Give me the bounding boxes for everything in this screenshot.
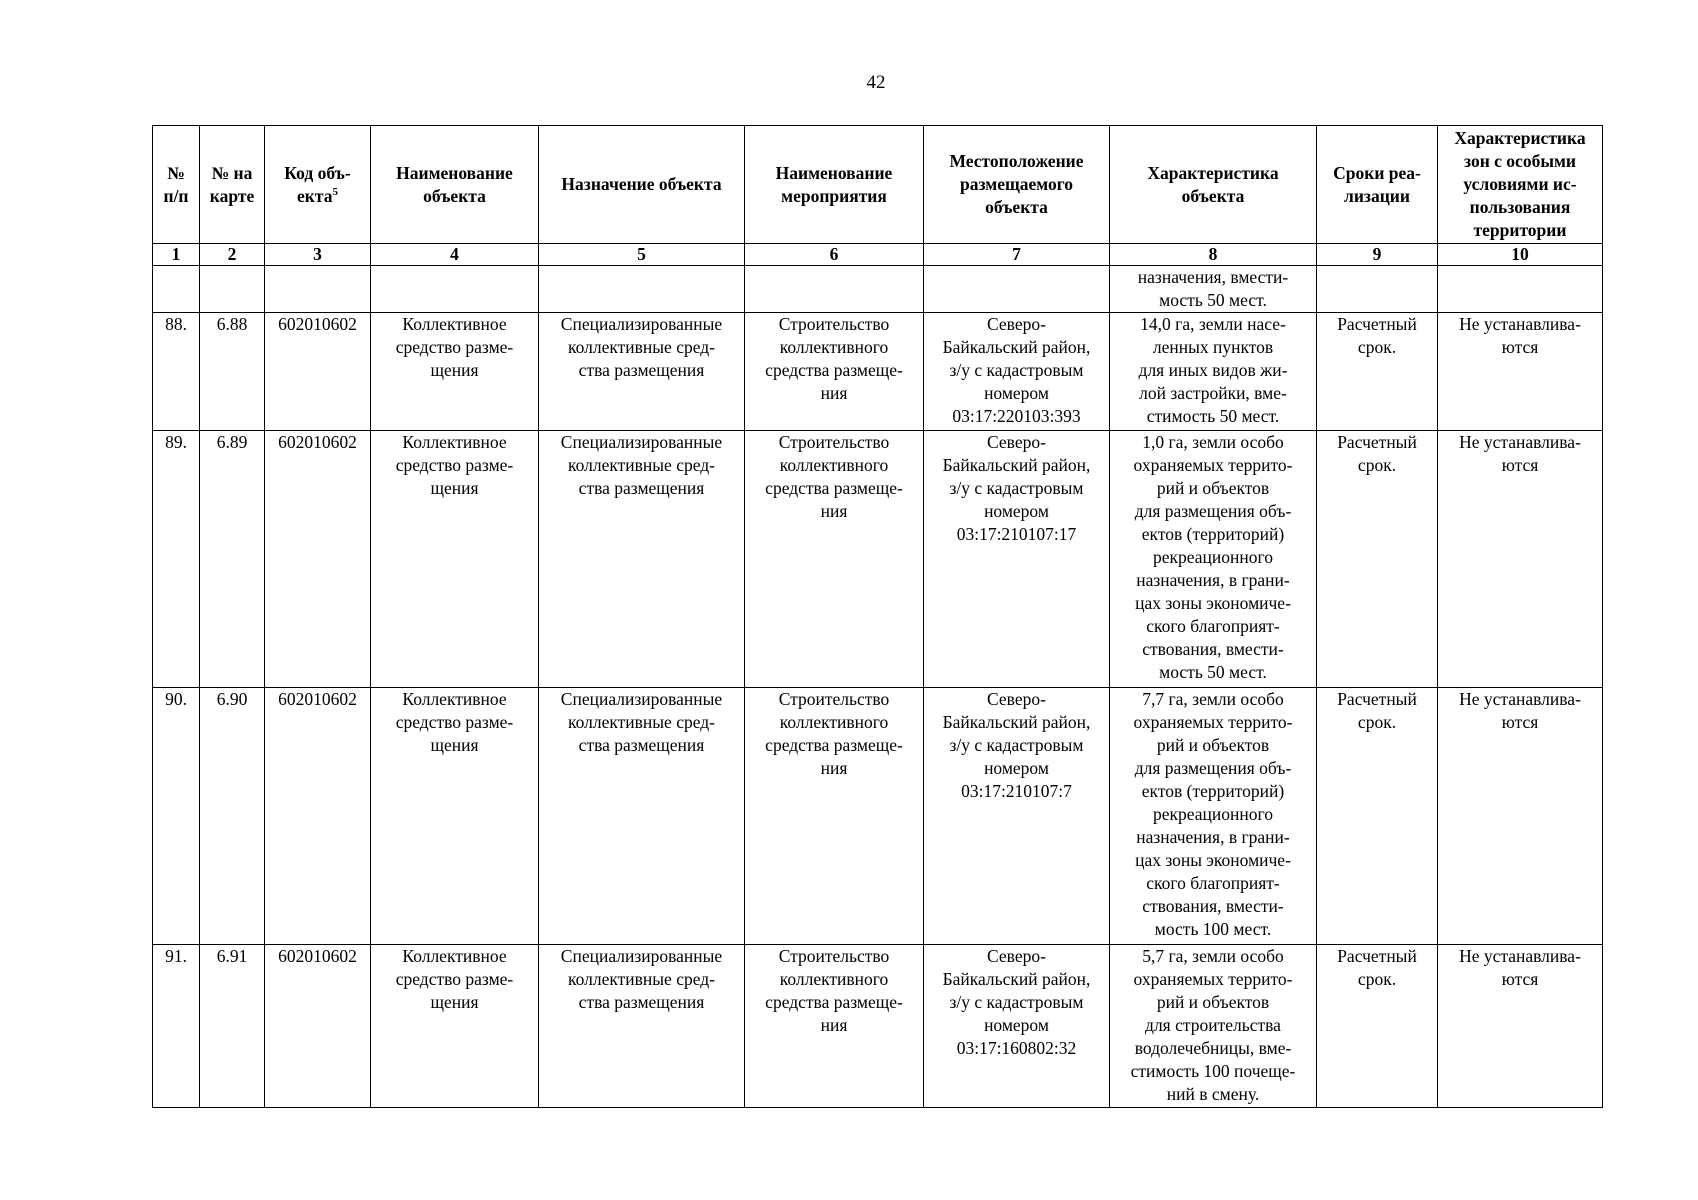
table-cell: Специализированные коллективные сред- ства размещения [539,431,745,688]
table-cell: Северо- Байкальский район, з/у с кадастровым номером 03:17:210107:17 [924,431,1110,688]
table-cell: Коллективное средство разме- щения [371,313,539,431]
table-cell [539,266,745,313]
header-cell: Сроки реа- лизации [1317,126,1438,244]
table-cell: 14,0 га, земли насе- ленных пунктов для иных видов жи- лой застройки, вме- стимость 50 мест. [1110,313,1317,431]
header-cell: Наименование объекта [371,126,539,244]
header-cell: Назначение объекта [539,126,745,244]
table-cell: Расчетный срок. [1317,688,1438,945]
table-cell [265,266,371,313]
table-cell: Строительство коллективного средства размеще- ния [745,945,924,1108]
column-number: 1 [153,244,200,266]
table-cell: Строительство коллективного средства размеще- ния [745,431,924,688]
table-cell: 602010602 [265,945,371,1108]
table-row [153,266,1603,313]
table-cell: Строительство коллективного средства размеще- ния [745,688,924,945]
table-cell [1438,266,1603,313]
table-cell: 7,7 га, земли особо охраняемых террито- рий и объектов для размещения объ- ектов (территорий) рекреационного назначения, в грани- цах зоны экономиче- ского благоприят- ствования, вмести- мость 100 мест. [1110,688,1317,945]
table-cell: 602010602 [265,688,371,945]
column-number-row [153,244,1603,266]
header-text: Код объ- екта [284,162,351,206]
table-cell: Специализированные коллективные сред- ства размещения [539,313,745,431]
table-cell: Северо- Байкальский район, з/у с кадастровым номером 03:17:210107:7 [924,688,1110,945]
table-cell: Строительство коллективного средства размеще- ния [745,313,924,431]
column-number: 10 [1438,244,1603,266]
table-row [153,688,1603,945]
table-cell: Не устанавлива- ются [1438,313,1603,431]
header-cell: Характеристика зон с особыми условиями ис- пользования территории [1438,126,1603,244]
table-cell: 6.91 [200,945,265,1108]
table-row [153,431,1603,688]
table-cell: Специализированные коллективные сред- ства размещения [539,945,745,1108]
column-number: 7 [924,244,1110,266]
column-number: 4 [371,244,539,266]
table-cell: 90. [153,688,200,945]
page-number: 42 [866,72,886,93]
objects-table [152,125,1603,1108]
table-row [153,313,1603,431]
table-cell: Расчетный срок. [1317,945,1438,1108]
table-cell: 91. [153,945,200,1108]
table-cell [745,266,924,313]
column-number: 2 [200,244,265,266]
table-cell: Не устанавлива- ются [1438,945,1603,1108]
table-cell: Коллективное средство разме- щения [371,431,539,688]
table-cell: Не устанавлива- ются [1438,688,1603,945]
column-number: 6 [745,244,924,266]
column-number: 8 [1110,244,1317,266]
table-cell: 5,7 га, земли особо охраняемых террито- рий и объектов для строительства водолечебницы, вме- стимость 100 почеще- ний в смену. [1110,945,1317,1108]
table-cell [1317,266,1438,313]
table-cell: назначения, вмести- мость 50 мест. [1110,266,1317,313]
table-row [153,945,1603,1108]
table-cell: 6.88 [200,313,265,431]
table-cell: Коллективное средство разме- щения [371,945,539,1108]
table-cell: 602010602 [265,313,371,431]
table-cell: Расчетный срок. [1317,431,1438,688]
column-number: 9 [1317,244,1438,266]
table-cell: Северо- Байкальский район, з/у с кадастровым номером 03:17:220103:393 [924,313,1110,431]
table-cell [924,266,1110,313]
header-row [153,126,1603,244]
footnote-mark: 5 [332,185,338,198]
header-cell: Местоположение размещаемого объекта [924,126,1110,244]
header-cell: № п/п [153,126,200,244]
table-cell: 6.90 [200,688,265,945]
table-cell [153,266,200,313]
table-cell: Расчетный срок. [1317,313,1438,431]
header-cell: Наименование мероприятия [745,126,924,244]
header-cell: Характеристика объекта [1110,126,1317,244]
table-cell: Не устанавлива- ются [1438,431,1603,688]
table-cell [200,266,265,313]
table-cell: 602010602 [265,431,371,688]
table-cell: Специализированные коллективные сред- ства размещения [539,688,745,945]
table-cell: Коллективное средство разме- щения [371,688,539,945]
header-cell [265,126,371,244]
table-cell: 88. [153,313,200,431]
column-number: 5 [539,244,745,266]
table-cell: 89. [153,431,200,688]
header-cell: № на карте [200,126,265,244]
table-cell: Северо- Байкальский район, з/у с кадастровым номером 03:17:160802:32 [924,945,1110,1108]
table-cell: 1,0 га, земли особо охраняемых террито- рий и объектов для размещения объ- ектов (территорий) рекреационного назначения, в грани- цах зоны экономиче- ского благоприят- ствования, вмести- мость 50 мест. [1110,431,1317,688]
table-cell: 6.89 [200,431,265,688]
column-number: 3 [265,244,371,266]
table-cell [371,266,539,313]
